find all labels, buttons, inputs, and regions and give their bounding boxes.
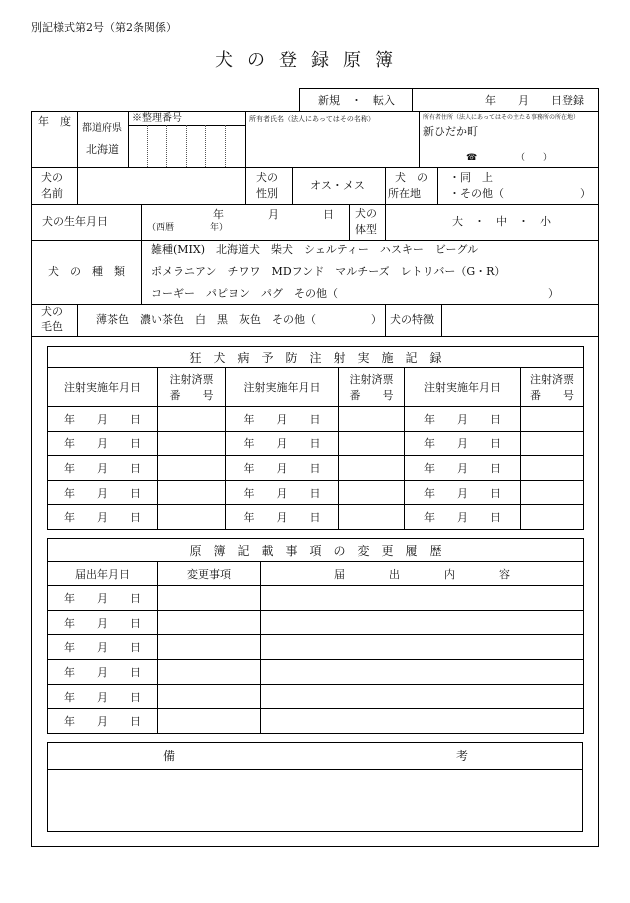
vaccination-title: 狂 犬 病 予 防 注 射 実 施 記 録 [48, 347, 584, 368]
change-history-table [47, 538, 584, 734]
birth-year-western[interactable]: （西暦 年） [147, 223, 229, 233]
col-injection-date: 注射実施年月日 [48, 368, 158, 407]
dog-sex-label-1: 犬の [256, 171, 278, 184]
injection-date-cell[interactable]: 年 月 日 [226, 431, 339, 456]
change-history-header-row [48, 562, 584, 586]
notification-date-cell[interactable]: 年 月 日 [48, 610, 158, 635]
vaccination-row [48, 480, 584, 505]
dog-sex-value[interactable]: オス・メス [310, 179, 365, 192]
change-history-row [48, 684, 584, 709]
tag-number-cell[interactable] [339, 431, 405, 456]
coat-color-label-2: 毛色 [41, 320, 63, 333]
vaccination-header-row [48, 368, 584, 407]
breed-other-close: ） [548, 287, 559, 300]
col-tag-number-line-2: 番 号 [169, 389, 214, 402]
col-tag-number-line-1: 注射済票 [349, 373, 394, 386]
vaccination-row [48, 505, 584, 530]
injection-date-cell[interactable]: 年 月 日 [405, 480, 521, 505]
change-item-cell[interactable] [158, 610, 261, 635]
tag-number-cell[interactable] [158, 407, 226, 432]
col-tag-number-line-1: 注射済票 [169, 373, 214, 386]
phone-number-field[interactable]: （ ） [516, 153, 553, 163]
injection-date-cell[interactable]: 年 月 日 [226, 505, 339, 530]
dog-location-same[interactable]: ・同 上 [449, 171, 493, 184]
tag-number-cell[interactable] [339, 407, 405, 432]
notification-date-cell[interactable]: 年 月 日 [48, 684, 158, 709]
change-item-cell[interactable] [158, 660, 261, 685]
col-injection-date: 注射実施年月日 [226, 368, 339, 407]
change-history-row [48, 709, 584, 734]
breed-options-line-3[interactable]: コーギー パピヨン パグ その他（ [151, 287, 338, 300]
tag-number-cell[interactable] [158, 480, 226, 505]
dog-location-label-2: 所在地 [388, 187, 421, 200]
tag-number-cell[interactable] [521, 431, 584, 456]
col-notification-content: 届 出 内 容 [261, 562, 584, 586]
col-tag-number [339, 368, 405, 407]
change-history-title: 原 簿 記 載 事 項 の 変 更 履 歴 [48, 539, 584, 562]
col-change-item: 変更事項 [158, 562, 261, 586]
dog-sex-label-2: 性別 [256, 187, 278, 200]
body-size-value[interactable]: 大 ・ 中 ・ 小 [452, 215, 551, 228]
injection-date-cell[interactable]: 年 月 日 [48, 456, 158, 481]
vaccination-record-table [47, 346, 584, 530]
tag-number-cell[interactable] [339, 480, 405, 505]
col-notification-date: 届出年月日 [48, 562, 158, 586]
telephone-icon: ☎ [466, 153, 478, 163]
vaccination-row [48, 407, 584, 432]
col-tag-number-line-1: 注射済票 [530, 373, 575, 386]
notification-date-cell[interactable]: 年 月 日 [48, 660, 158, 685]
change-item-cell[interactable] [158, 684, 261, 709]
notification-content-cell[interactable] [261, 660, 584, 685]
breed-label: 犬 の 種 類 [48, 265, 125, 278]
dog-location-label-1: 犬 の [395, 171, 428, 184]
tag-number-cell[interactable] [158, 456, 226, 481]
form-number: 別記様式第2号（第2条関係） [31, 21, 177, 34]
tag-number-cell[interactable] [521, 456, 584, 481]
tag-number-cell[interactable] [339, 505, 405, 530]
remarks-label-left: 備 [163, 749, 176, 763]
notification-date-cell[interactable]: 年 月 日 [48, 709, 158, 734]
registration-type[interactable]: 新規 ・ 転入 [318, 94, 395, 107]
change-item-cell[interactable] [158, 635, 261, 660]
injection-date-cell[interactable]: 年 月 日 [48, 505, 158, 530]
col-tag-number-line-2: 番 号 [349, 389, 394, 402]
page-title: 犬の登録原簿 [215, 50, 407, 71]
change-history-row [48, 635, 584, 660]
notification-content-cell[interactable] [261, 586, 584, 611]
dog-name-label-1: 犬の [41, 171, 63, 184]
tag-number-cell[interactable] [521, 505, 584, 530]
injection-date-cell[interactable]: 年 月 日 [226, 456, 339, 481]
change-history-row [48, 660, 584, 685]
prefecture-label: 都道府県 [82, 123, 122, 134]
breed-options-line-2[interactable]: ポメラニアン チワワ MDフンド マルチーズ レトリバー（G・R） [151, 265, 506, 278]
change-item-cell[interactable] [158, 586, 261, 611]
notification-content-cell[interactable] [261, 684, 584, 709]
notification-date-cell[interactable]: 年 月 日 [48, 586, 158, 611]
change-item-cell[interactable] [158, 709, 261, 734]
tag-number-cell[interactable] [158, 431, 226, 456]
owner-name-label: 所有者氏名（法人にあってはその名称） [249, 115, 375, 123]
injection-date-cell[interactable]: 年 月 日 [226, 480, 339, 505]
injection-date-cell[interactable]: 年 月 日 [48, 480, 158, 505]
injection-date-cell[interactable]: 年 月 日 [48, 431, 158, 456]
col-tag-number [521, 368, 584, 407]
injection-date-cell[interactable]: 年 月 日 [405, 431, 521, 456]
notification-content-cell[interactable] [261, 635, 584, 660]
remarks-field[interactable] [48, 770, 582, 831]
notification-content-cell[interactable] [261, 709, 584, 734]
notification-date-cell[interactable]: 年 月 日 [48, 635, 158, 660]
injection-date-cell[interactable]: 年 月 日 [405, 505, 521, 530]
coat-color-options[interactable]: 薄茶色 濃い茶色 白 黒 灰色 その他（ ） [96, 313, 382, 326]
body-size-label-1: 犬の [355, 207, 377, 220]
tag-number-cell[interactable] [521, 407, 584, 432]
birth-date-value[interactable]: 年 月 日 [213, 208, 334, 221]
owner-address-label: 所有者住所（法人にあってはその主たる事務所の所在地） [423, 114, 579, 121]
features-label: 犬の特徴 [390, 313, 434, 326]
serial-number-label: ※整理番号 [132, 113, 182, 124]
vaccination-row [48, 431, 584, 456]
tag-number-cell[interactable] [521, 480, 584, 505]
fiscal-year-label: 年 度 [38, 115, 71, 128]
dog-name-label-2: 名前 [41, 187, 63, 200]
breed-options-line-1[interactable]: 雑種(MIX) 北海道犬 柴犬 シェルティー ハスキー ビーグル [151, 243, 479, 256]
owner-address-value[interactable]: 新ひだか町 [423, 125, 478, 138]
birth-date-label: 犬の生年月日 [42, 215, 108, 228]
injection-date-cell[interactable]: 年 月 日 [226, 407, 339, 432]
col-injection-date: 注射実施年月日 [405, 368, 521, 407]
tag-number-cell[interactable] [339, 456, 405, 481]
injection-date-cell[interactable]: 年 月 日 [405, 456, 521, 481]
coat-color-label-1: 犬の [41, 305, 63, 318]
dog-location-other[interactable]: ・その他（ [449, 187, 504, 200]
change-history-row [48, 586, 584, 611]
vaccination-row [48, 456, 584, 481]
dog-location-other-close: ） [580, 187, 591, 200]
change-history-row [48, 610, 584, 635]
notification-content-cell[interactable] [261, 610, 584, 635]
tag-number-cell[interactable] [158, 505, 226, 530]
prefecture-value: 北海道 [86, 143, 119, 156]
registration-date[interactable]: 年 月 日登録 [485, 94, 584, 107]
injection-date-cell[interactable]: 年 月 日 [48, 407, 158, 432]
col-tag-number [158, 368, 226, 407]
body-size-label-2: 体型 [355, 223, 377, 236]
remarks-label-right: 考 [456, 749, 469, 763]
injection-date-cell[interactable]: 年 月 日 [405, 407, 521, 432]
col-tag-number-line-2: 番 号 [530, 389, 575, 402]
